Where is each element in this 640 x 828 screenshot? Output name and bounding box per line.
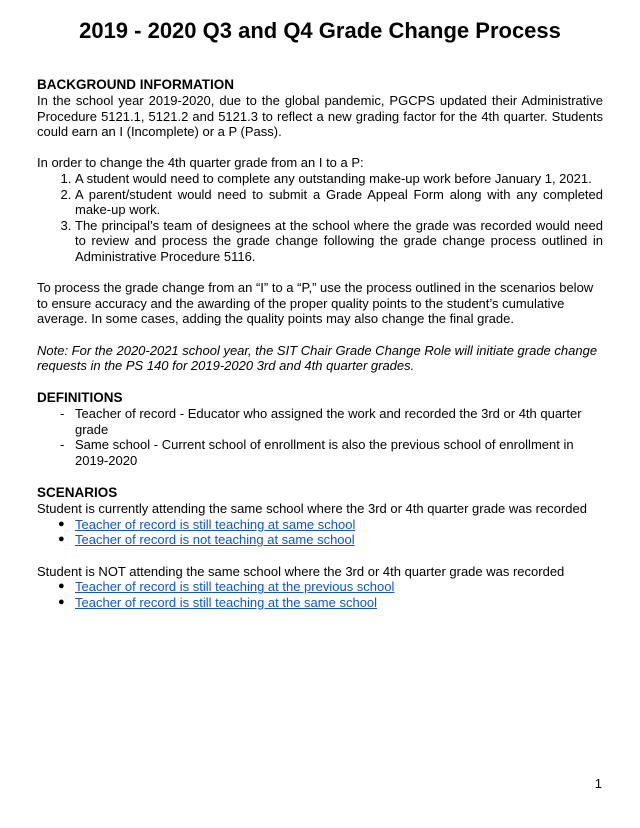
definitions-list bbox=[37, 406, 603, 468]
link-teacher-at-same-school[interactable]: Teacher of record is still teaching at the same school bbox=[75, 594, 378, 610]
step-item: 3. The principal’s team of designees at the school where the grade was recorded would need to review and process the grade change following the grade change process outlined in Administrative Procedure 5116. bbox=[75, 218, 603, 265]
document-body bbox=[37, 76, 603, 610]
definition-item: - Same school - Current school of enrollment is also the previous school of enrollment in 2019-2020 bbox=[75, 437, 603, 468]
list-item bbox=[75, 517, 603, 533]
page-number: 1 bbox=[594, 776, 602, 791]
background-heading: BACKGROUND INFORMATION bbox=[37, 77, 234, 92]
scenario-lead-not-same-school: Student is NOT attending the same school where the 3rd or 4th quarter grade was recorded bbox=[37, 563, 565, 579]
scenario-links-same-school bbox=[37, 517, 603, 548]
scenario-lead-same-school: Student is currently attending the same school where the 3rd or 4th quarter grade was recorded bbox=[37, 501, 587, 517]
list-item bbox=[75, 595, 603, 611]
step-item: 2. A parent/student would need to submit a Grade Appeal Form along with any completed make-up work. bbox=[75, 187, 603, 218]
scenarios-heading: SCENARIOS bbox=[37, 485, 118, 501]
process-paragraph: To process the grade change from an “I” to a “P,” use the process outlined in the scenarios below to ensure accuracy and the awarding of the proper quality points to the student’s cumulative average. In some cases, adding the quality points may also change the final grade. bbox=[37, 280, 594, 327]
step-item: 1. A student would need to complete any outstanding make-up work before January 1, 2021. bbox=[75, 171, 603, 187]
steps-list bbox=[37, 171, 603, 265]
link-teacher-at-previous-school[interactable]: Teacher of record is still teaching at the previous school bbox=[75, 579, 395, 595]
background-intro: In the school year 2019-2020, due to the global pandemic, PGCPS updated their Administrative Procedure 5121.1, 5121.2 and 5121.3 to reflect a new grading factor for the 4th quarter. Students could earn an I (Incomplete) or a P (Pass). bbox=[37, 93, 603, 140]
definitions-heading: DEFINITIONS bbox=[37, 390, 123, 406]
link-teacher-still-at-same-school[interactable]: Teacher of record is still teaching at same school bbox=[75, 516, 356, 532]
scenario-links-not-same-school bbox=[37, 579, 603, 610]
definition-item: - Teacher of record - Educator who assigned the work and recorded the 3rd or 4th quarter grade bbox=[75, 406, 603, 437]
page-title: 2019 - 2020 Q3 and Q4 Grade Change Process bbox=[79, 18, 561, 43]
list-item bbox=[75, 532, 603, 548]
link-teacher-not-at-same-school[interactable]: Teacher of record is not teaching at same school bbox=[75, 532, 355, 548]
note-paragraph: Note: For the 2020-2021 school year, the SIT Chair Grade Change Role will initiate grade change requests in the PS 140 for 2019-2020 3rd and 4th quarter grades. bbox=[37, 342, 598, 374]
list-item bbox=[75, 579, 603, 595]
steps-lead: In order to change the 4th quarter grade from an I to a P: bbox=[37, 155, 364, 171]
